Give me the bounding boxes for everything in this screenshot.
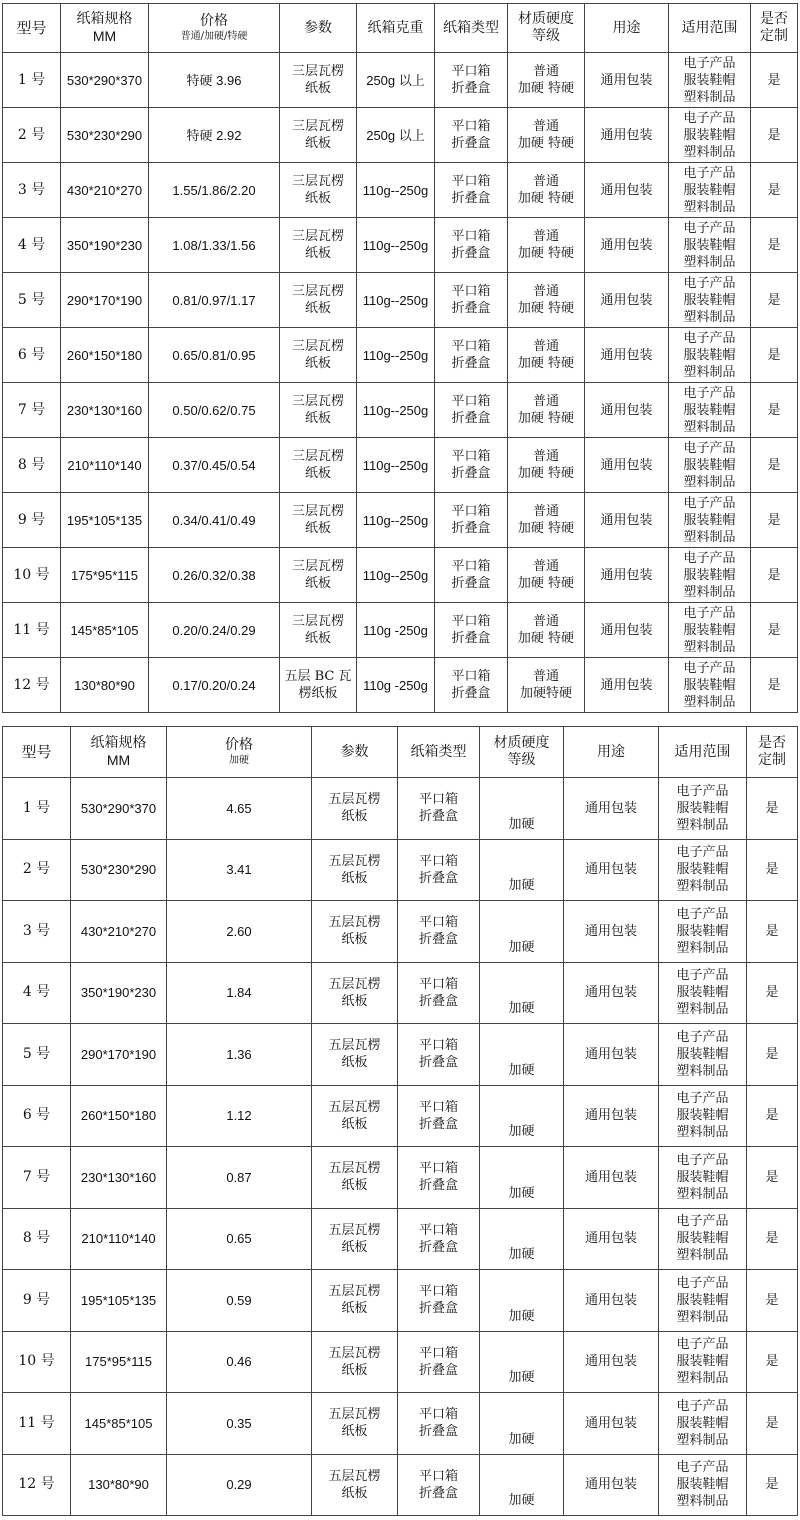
table-row bbox=[3, 493, 798, 548]
cell-price: 1.12 bbox=[167, 1085, 312, 1147]
table-row bbox=[3, 962, 798, 1024]
cell-model: 12 号 bbox=[3, 658, 61, 713]
cell-usage: 通用包装 bbox=[585, 163, 669, 218]
cell-spec: 130*80*90 bbox=[61, 658, 149, 713]
cell-hardness: 普通 加硬特硬 bbox=[508, 658, 585, 713]
cell-custom: 是 bbox=[747, 901, 798, 963]
cell-model: 11 号 bbox=[3, 1393, 71, 1455]
cell-spec: 430*210*270 bbox=[71, 901, 167, 963]
cell-box-type: 平口箱 折叠盒 bbox=[398, 1085, 480, 1147]
table-row bbox=[3, 1147, 798, 1209]
cell-model: 2 号 bbox=[3, 108, 61, 163]
cell-price: 0.20/0.24/0.29 bbox=[149, 603, 280, 658]
cell-box-type: 平口箱 折叠盒 bbox=[398, 901, 480, 963]
cell-spec: 290*170*190 bbox=[61, 273, 149, 328]
cell-custom: 是 bbox=[751, 658, 798, 713]
cell-hardness: 普通 加硬 特硬 bbox=[508, 328, 585, 383]
table-row bbox=[3, 1085, 798, 1147]
cell-weight: 110g--250g bbox=[357, 548, 435, 603]
cell-scope: 电子产品 服装鞋帽 塑料制品 bbox=[659, 1393, 747, 1455]
cell-usage: 通用包装 bbox=[585, 273, 669, 328]
cell-custom: 是 bbox=[747, 1393, 798, 1455]
cell-param: 三层瓦楞 纸板 bbox=[280, 328, 357, 383]
cell-param: 三层瓦楞 纸板 bbox=[280, 493, 357, 548]
cell-custom: 是 bbox=[747, 778, 798, 840]
cell-hardness: 加硬 bbox=[480, 1208, 564, 1270]
cell-custom: 是 bbox=[751, 383, 798, 438]
table-row bbox=[3, 53, 798, 108]
cell-price: 1.08/1.33/1.56 bbox=[149, 218, 280, 273]
cell-hardness: 普通 加硬 特硬 bbox=[508, 603, 585, 658]
cell-param: 三层瓦楞 纸板 bbox=[280, 108, 357, 163]
cell-spec: 145*85*105 bbox=[71, 1393, 167, 1455]
table-row bbox=[3, 1393, 798, 1455]
cell-box-type: 平口箱 折叠盒 bbox=[398, 1024, 480, 1086]
cell-scope: 电子产品 服装鞋帽 塑料制品 bbox=[669, 218, 751, 273]
cell-spec: 210*110*140 bbox=[61, 438, 149, 493]
cell-usage: 通用包装 bbox=[564, 778, 659, 840]
cell-weight: 110g--250g bbox=[357, 328, 435, 383]
cell-scope: 电子产品 服装鞋帽 塑料制品 bbox=[659, 1085, 747, 1147]
cell-box-type: 平口箱 折叠盒 bbox=[435, 53, 508, 108]
cell-scope: 电子产品 服装鞋帽 塑料制品 bbox=[659, 901, 747, 963]
cell-box-type: 平口箱 折叠盒 bbox=[398, 1331, 480, 1393]
cell-scope: 电子产品 服装鞋帽 塑料制品 bbox=[669, 438, 751, 493]
cell-usage: 通用包装 bbox=[585, 658, 669, 713]
header-param: 参数 bbox=[280, 4, 357, 53]
header-model: 型号 bbox=[3, 4, 61, 53]
table-row bbox=[3, 1208, 798, 1270]
cell-usage: 通用包装 bbox=[564, 962, 659, 1024]
cell-usage: 通用包装 bbox=[564, 1208, 659, 1270]
cell-hardness: 加硬 bbox=[480, 1085, 564, 1147]
table-row bbox=[3, 438, 798, 493]
cell-box-type: 平口箱 折叠盒 bbox=[435, 328, 508, 383]
cell-usage: 通用包装 bbox=[585, 493, 669, 548]
table-row bbox=[3, 108, 798, 163]
cell-spec: 430*210*270 bbox=[61, 163, 149, 218]
cell-param: 五层瓦楞 纸板 bbox=[312, 839, 398, 901]
cell-scope: 电子产品 服装鞋帽 塑料制品 bbox=[669, 383, 751, 438]
header-hardness: 材质硬度 等级 bbox=[508, 4, 585, 53]
cell-spec: 530*290*370 bbox=[71, 778, 167, 840]
table-row bbox=[3, 1454, 798, 1516]
cell-weight: 110g -250g bbox=[357, 658, 435, 713]
table-row bbox=[3, 839, 798, 901]
header-param: 参数 bbox=[312, 727, 398, 778]
cell-usage: 通用包装 bbox=[564, 1085, 659, 1147]
cell-scope: 电子产品 服装鞋帽 塑料制品 bbox=[659, 1454, 747, 1516]
cell-spec: 260*150*180 bbox=[71, 1085, 167, 1147]
cell-hardness: 加硬 bbox=[480, 1393, 564, 1455]
cell-model: 10 号 bbox=[3, 548, 61, 603]
cell-spec: 230*130*160 bbox=[61, 383, 149, 438]
cell-price: 0.81/0.97/1.17 bbox=[149, 273, 280, 328]
cell-box-type: 平口箱 折叠盒 bbox=[435, 548, 508, 603]
cell-custom: 是 bbox=[751, 273, 798, 328]
header-usage: 用途 bbox=[585, 4, 669, 53]
table-row bbox=[3, 603, 798, 658]
cell-custom: 是 bbox=[751, 603, 798, 658]
cell-model: 12 号 bbox=[3, 1454, 71, 1516]
cell-box-type: 平口箱 折叠盒 bbox=[398, 778, 480, 840]
cell-box-type: 平口箱 折叠盒 bbox=[435, 218, 508, 273]
cell-param: 三层瓦楞 纸板 bbox=[280, 273, 357, 328]
cell-param: 五层 BC 瓦 楞纸板 bbox=[280, 658, 357, 713]
header-box-type: 纸箱类型 bbox=[435, 4, 508, 53]
cell-custom: 是 bbox=[747, 1024, 798, 1086]
cell-param: 五层瓦楞 纸板 bbox=[312, 1270, 398, 1332]
table-row bbox=[3, 1270, 798, 1332]
cell-param: 三层瓦楞 纸板 bbox=[280, 218, 357, 273]
cell-hardness: 普通 加硬 特硬 bbox=[508, 53, 585, 108]
cell-price: 特硬 2.92 bbox=[149, 108, 280, 163]
cell-scope: 电子产品 服装鞋帽 塑料制品 bbox=[659, 778, 747, 840]
cell-scope: 电子产品 服装鞋帽 塑料制品 bbox=[669, 493, 751, 548]
cell-box-type: 平口箱 折叠盒 bbox=[435, 273, 508, 328]
cell-price: 2.60 bbox=[167, 901, 312, 963]
cell-price: 0.29 bbox=[167, 1454, 312, 1516]
header-price: 价格 普通/加硬/特硬 bbox=[149, 4, 280, 53]
cell-param: 三层瓦楞 纸板 bbox=[280, 603, 357, 658]
cell-usage: 通用包装 bbox=[585, 53, 669, 108]
cell-usage: 通用包装 bbox=[564, 1331, 659, 1393]
cell-scope: 电子产品 服装鞋帽 塑料制品 bbox=[659, 1331, 747, 1393]
cell-custom: 是 bbox=[751, 493, 798, 548]
cell-param: 五层瓦楞 纸板 bbox=[312, 778, 398, 840]
cell-param: 三层瓦楞 纸板 bbox=[280, 163, 357, 218]
cell-price: 0.17/0.20/0.24 bbox=[149, 658, 280, 713]
three-layer-price-table bbox=[2, 3, 798, 713]
table-row bbox=[3, 383, 798, 438]
cell-custom: 是 bbox=[751, 108, 798, 163]
cell-usage: 通用包装 bbox=[585, 218, 669, 273]
cell-model: 7 号 bbox=[3, 1147, 71, 1209]
cell-hardness: 加硬 bbox=[480, 901, 564, 963]
cell-hardness: 普通 加硬 特硬 bbox=[508, 163, 585, 218]
table-row bbox=[3, 273, 798, 328]
header-scope: 适用范围 bbox=[669, 4, 751, 53]
cell-param: 五层瓦楞 纸板 bbox=[312, 1331, 398, 1393]
cell-scope: 电子产品 服装鞋帽 塑料制品 bbox=[669, 53, 751, 108]
cell-scope: 电子产品 服装鞋帽 塑料制品 bbox=[659, 1024, 747, 1086]
cell-custom: 是 bbox=[751, 548, 798, 603]
cell-price: 0.34/0.41/0.49 bbox=[149, 493, 280, 548]
cell-param: 三层瓦楞 纸板 bbox=[280, 438, 357, 493]
header-custom: 是否 定制 bbox=[747, 727, 798, 778]
cell-usage: 通用包装 bbox=[564, 1147, 659, 1209]
cell-weight: 110g--250g bbox=[357, 493, 435, 548]
cell-weight: 110g--250g bbox=[357, 163, 435, 218]
table-row bbox=[3, 163, 798, 218]
cell-usage: 通用包装 bbox=[585, 603, 669, 658]
cell-usage: 通用包装 bbox=[564, 1270, 659, 1332]
cell-box-type: 平口箱 折叠盒 bbox=[398, 839, 480, 901]
header-spec: 纸箱规格 MM bbox=[71, 727, 167, 778]
cell-spec: 350*190*230 bbox=[61, 218, 149, 273]
header-scope: 适用范围 bbox=[659, 727, 747, 778]
cell-scope: 电子产品 服装鞋帽 塑料制品 bbox=[669, 603, 751, 658]
cell-hardness: 加硬 bbox=[480, 1454, 564, 1516]
cell-price: 0.35 bbox=[167, 1393, 312, 1455]
header-model: 型号 bbox=[3, 727, 71, 778]
cell-scope: 电子产品 服装鞋帽 塑料制品 bbox=[659, 1147, 747, 1209]
cell-custom: 是 bbox=[751, 328, 798, 383]
cell-custom: 是 bbox=[747, 1454, 798, 1516]
header-usage: 用途 bbox=[564, 727, 659, 778]
cell-model: 4 号 bbox=[3, 218, 61, 273]
cell-param: 五层瓦楞 纸板 bbox=[312, 901, 398, 963]
table-row bbox=[3, 218, 798, 273]
table-row bbox=[3, 778, 798, 840]
cell-custom: 是 bbox=[751, 438, 798, 493]
cell-model: 8 号 bbox=[3, 1208, 71, 1270]
cell-box-type: 平口箱 折叠盒 bbox=[435, 163, 508, 218]
cell-price: 0.59 bbox=[167, 1270, 312, 1332]
cell-param: 五层瓦楞 纸板 bbox=[312, 962, 398, 1024]
cell-usage: 通用包装 bbox=[585, 328, 669, 383]
cell-usage: 通用包装 bbox=[564, 1393, 659, 1455]
cell-hardness: 加硬 bbox=[480, 1270, 564, 1332]
cell-usage: 通用包装 bbox=[585, 438, 669, 493]
cell-model: 2 号 bbox=[3, 839, 71, 901]
cell-price: 4.65 bbox=[167, 778, 312, 840]
cell-model: 3 号 bbox=[3, 163, 61, 218]
cell-box-type: 平口箱 折叠盒 bbox=[435, 383, 508, 438]
cell-weight: 110g--250g bbox=[357, 273, 435, 328]
cell-scope: 电子产品 服装鞋帽 塑料制品 bbox=[659, 839, 747, 901]
cell-weight: 110g--250g bbox=[357, 218, 435, 273]
cell-weight: 110g -250g bbox=[357, 603, 435, 658]
cell-model: 6 号 bbox=[3, 328, 61, 383]
cell-price: 特硬 3.96 bbox=[149, 53, 280, 108]
cell-param: 五层瓦楞 纸板 bbox=[312, 1208, 398, 1270]
cell-spec: 175*95*115 bbox=[61, 548, 149, 603]
cell-model: 3 号 bbox=[3, 901, 71, 963]
cell-spec: 530*290*370 bbox=[61, 53, 149, 108]
cell-model: 8 号 bbox=[3, 438, 61, 493]
cell-model: 1 号 bbox=[3, 53, 61, 108]
cell-weight: 110g--250g bbox=[357, 383, 435, 438]
cell-model: 5 号 bbox=[3, 273, 61, 328]
cell-model: 1 号 bbox=[3, 778, 71, 840]
cell-scope: 电子产品 服装鞋帽 塑料制品 bbox=[659, 1270, 747, 1332]
cell-box-type: 平口箱 折叠盒 bbox=[398, 1270, 480, 1332]
cell-usage: 通用包装 bbox=[585, 548, 669, 603]
cell-custom: 是 bbox=[747, 1331, 798, 1393]
cell-model: 6 号 bbox=[3, 1085, 71, 1147]
cell-param: 三层瓦楞 纸板 bbox=[280, 548, 357, 603]
cell-box-type: 平口箱 折叠盒 bbox=[435, 438, 508, 493]
cell-box-type: 平口箱 折叠盒 bbox=[398, 962, 480, 1024]
cell-scope: 电子产品 服装鞋帽 塑料制品 bbox=[669, 108, 751, 163]
cell-model: 10 号 bbox=[3, 1331, 71, 1393]
cell-custom: 是 bbox=[747, 1208, 798, 1270]
cell-hardness: 加硬 bbox=[480, 962, 564, 1024]
cell-box-type: 平口箱 折叠盒 bbox=[435, 658, 508, 713]
table-row bbox=[3, 1331, 798, 1393]
cell-price: 0.46 bbox=[167, 1331, 312, 1393]
cell-hardness: 普通 加硬 特硬 bbox=[508, 493, 585, 548]
cell-price: 3.41 bbox=[167, 839, 312, 901]
cell-hardness: 加硬 bbox=[480, 1147, 564, 1209]
cell-model: 9 号 bbox=[3, 1270, 71, 1332]
cell-custom: 是 bbox=[747, 1085, 798, 1147]
cell-hardness: 加硬 bbox=[480, 839, 564, 901]
cell-hardness: 普通 加硬 特硬 bbox=[508, 548, 585, 603]
cell-param: 五层瓦楞 纸板 bbox=[312, 1393, 398, 1455]
cell-custom: 是 bbox=[747, 1270, 798, 1332]
cell-spec: 530*230*290 bbox=[61, 108, 149, 163]
cell-param: 五层瓦楞 纸板 bbox=[312, 1024, 398, 1086]
cell-spec: 350*190*230 bbox=[71, 962, 167, 1024]
cell-hardness: 加硬 bbox=[480, 778, 564, 840]
header-weight: 纸箱克重 bbox=[357, 4, 435, 53]
cell-price: 0.65/0.81/0.95 bbox=[149, 328, 280, 383]
cell-scope: 电子产品 服装鞋帽 塑料制品 bbox=[659, 1208, 747, 1270]
table-row bbox=[3, 658, 798, 713]
header-custom: 是否 定制 bbox=[751, 4, 798, 53]
cell-spec: 530*230*290 bbox=[71, 839, 167, 901]
cell-param: 三层瓦楞 纸板 bbox=[280, 383, 357, 438]
cell-price: 1.84 bbox=[167, 962, 312, 1024]
cell-price: 0.65 bbox=[167, 1208, 312, 1270]
cell-hardness: 加硬 bbox=[480, 1331, 564, 1393]
cell-scope: 电子产品 服装鞋帽 塑料制品 bbox=[659, 962, 747, 1024]
cell-spec: 260*150*180 bbox=[61, 328, 149, 383]
cell-spec: 145*85*105 bbox=[61, 603, 149, 658]
cell-weight: 110g--250g bbox=[357, 438, 435, 493]
table-header-row bbox=[3, 4, 798, 53]
cell-spec: 175*95*115 bbox=[71, 1331, 167, 1393]
header-price: 价格 加硬 bbox=[167, 727, 312, 778]
cell-spec: 230*130*160 bbox=[71, 1147, 167, 1209]
cell-usage: 通用包装 bbox=[564, 1024, 659, 1086]
cell-hardness: 普通 加硬 特硬 bbox=[508, 108, 585, 163]
cell-custom: 是 bbox=[747, 839, 798, 901]
cell-box-type: 平口箱 折叠盒 bbox=[435, 108, 508, 163]
cell-scope: 电子产品 服装鞋帽 塑料制品 bbox=[669, 328, 751, 383]
cell-box-type: 平口箱 折叠盒 bbox=[435, 493, 508, 548]
table-row bbox=[3, 901, 798, 963]
cell-param: 三层瓦楞 纸板 bbox=[280, 53, 357, 108]
cell-custom: 是 bbox=[751, 53, 798, 108]
cell-scope: 电子产品 服装鞋帽 塑料制品 bbox=[669, 163, 751, 218]
cell-spec: 195*105*135 bbox=[61, 493, 149, 548]
cell-hardness: 普通 加硬 特硬 bbox=[508, 273, 585, 328]
cell-weight: 250g 以上 bbox=[357, 53, 435, 108]
cell-price: 0.26/0.32/0.38 bbox=[149, 548, 280, 603]
cell-hardness: 普通 加硬 特硬 bbox=[508, 218, 585, 273]
cell-model: 4 号 bbox=[3, 962, 71, 1024]
cell-spec: 210*110*140 bbox=[71, 1208, 167, 1270]
cell-custom: 是 bbox=[747, 962, 798, 1024]
cell-box-type: 平口箱 折叠盒 bbox=[398, 1208, 480, 1270]
cell-param: 五层瓦楞 纸板 bbox=[312, 1454, 398, 1516]
cell-hardness: 加硬 bbox=[480, 1024, 564, 1086]
cell-custom: 是 bbox=[751, 218, 798, 273]
cell-price: 0.87 bbox=[167, 1147, 312, 1209]
table-row bbox=[3, 548, 798, 603]
table-row bbox=[3, 1024, 798, 1086]
cell-box-type: 平口箱 折叠盒 bbox=[398, 1393, 480, 1455]
five-layer-price-table bbox=[2, 726, 798, 1516]
cell-box-type: 平口箱 折叠盒 bbox=[435, 603, 508, 658]
cell-price: 0.50/0.62/0.75 bbox=[149, 383, 280, 438]
cell-usage: 通用包装 bbox=[564, 1454, 659, 1516]
cell-scope: 电子产品 服装鞋帽 塑料制品 bbox=[669, 658, 751, 713]
cell-model: 11 号 bbox=[3, 603, 61, 658]
cell-price: 0.37/0.45/0.54 bbox=[149, 438, 280, 493]
cell-price: 1.36 bbox=[167, 1024, 312, 1086]
cell-spec: 290*170*190 bbox=[71, 1024, 167, 1086]
header-hardness: 材质硬度 等级 bbox=[480, 727, 564, 778]
cell-box-type: 平口箱 折叠盒 bbox=[398, 1454, 480, 1516]
cell-custom: 是 bbox=[751, 163, 798, 218]
cell-box-type: 平口箱 折叠盒 bbox=[398, 1147, 480, 1209]
cell-custom: 是 bbox=[747, 1147, 798, 1209]
cell-spec: 130*80*90 bbox=[71, 1454, 167, 1516]
cell-usage: 通用包装 bbox=[585, 383, 669, 438]
cell-usage: 通用包装 bbox=[564, 901, 659, 963]
cell-spec: 195*105*135 bbox=[71, 1270, 167, 1332]
table-header-row bbox=[3, 727, 798, 778]
table-row bbox=[3, 328, 798, 383]
header-spec: 纸箱规格 MM bbox=[61, 4, 149, 53]
cell-model: 7 号 bbox=[3, 383, 61, 438]
cell-model: 9 号 bbox=[3, 493, 61, 548]
cell-scope: 电子产品 服装鞋帽 塑料制品 bbox=[669, 548, 751, 603]
cell-model: 5 号 bbox=[3, 1024, 71, 1086]
cell-param: 五层瓦楞 纸板 bbox=[312, 1147, 398, 1209]
cell-usage: 通用包装 bbox=[564, 839, 659, 901]
cell-hardness: 普通 加硬 特硬 bbox=[508, 383, 585, 438]
cell-price: 1.55/1.86/2.20 bbox=[149, 163, 280, 218]
cell-scope: 电子产品 服装鞋帽 塑料制品 bbox=[669, 273, 751, 328]
cell-usage: 通用包装 bbox=[585, 108, 669, 163]
header-box-type: 纸箱类型 bbox=[398, 727, 480, 778]
cell-weight: 250g 以上 bbox=[357, 108, 435, 163]
cell-param: 五层瓦楞 纸板 bbox=[312, 1085, 398, 1147]
cell-hardness: 普通 加硬 特硬 bbox=[508, 438, 585, 493]
